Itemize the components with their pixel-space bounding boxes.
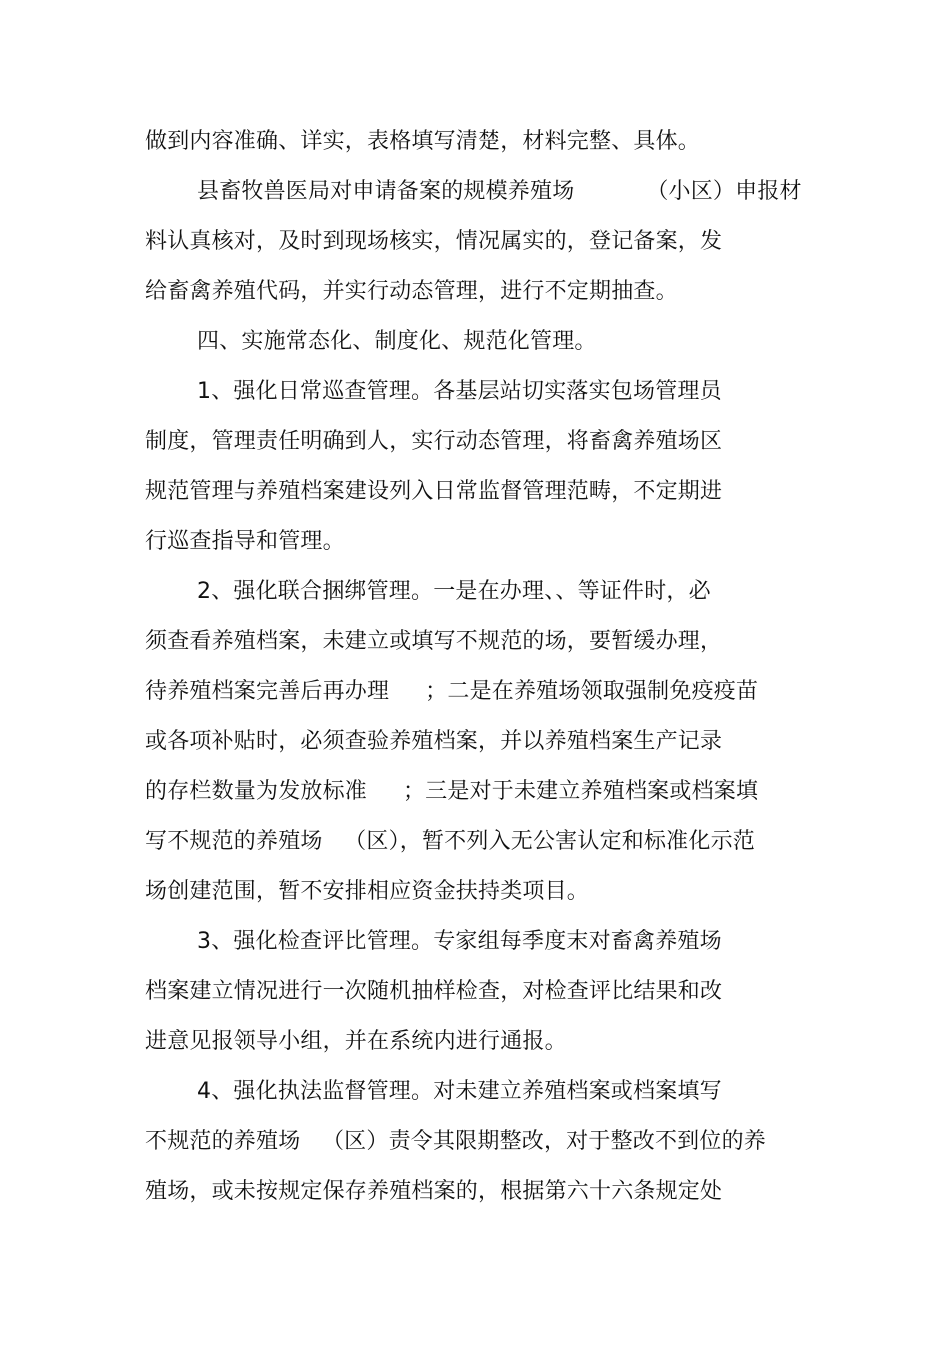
- item-3-line-3: 进意见报领导小组，并在系统内进行通报。: [145, 1029, 567, 1054]
- item-1-line-4: 行巡查指导和管理。: [145, 529, 345, 554]
- item-3-line-1: 3、强化检查评比管理。专家组每季度末对畜禽养殖场: [197, 929, 722, 954]
- item-2-line-3: 待养殖档案完善后再办理 ；二是在养殖场领取强制免疫疫苗: [145, 679, 759, 704]
- text-line-2: 县畜牧兽医局对申请备案的规模养殖场 （小区）申报材: [197, 179, 802, 204]
- item-3-line-2: 档案建立情况进行一次随机抽样检查，对检查评比结果和改: [145, 979, 723, 1004]
- item-1-line-2: 制度，管理责任明确到人，实行动态管理，将畜禽养殖场区: [145, 429, 723, 454]
- item-2-line-4: 或各项补贴时，必须查验养殖档案，并以养殖档案生产记录: [145, 729, 723, 754]
- item-4-line-3: 殖场，或未按规定保存养殖档案的，根据第六十六条规定处: [145, 1179, 723, 1204]
- item-1-line-3: 规范管理与养殖档案建设列入日常监督管理范畴，不定期进: [145, 479, 723, 504]
- item-4-line-1: 4、强化执法监督管理。对未建立养殖档案或档案填写: [197, 1079, 722, 1104]
- item-1-line-1: 1、强化日常巡查管理。各基层站切实落实包场管理员: [197, 379, 722, 404]
- text-line-4: 给畜禽养殖代码，并实行动态管理，进行不定期抽查。: [145, 279, 678, 304]
- section-heading-4: 四、实施常态化、制度化、规范化管理。: [197, 329, 597, 354]
- item-2-line-5: 的存栏数量为发放标准 ；三是对于未建立养殖档案或档案填: [145, 779, 759, 804]
- item-2-line-1: 2、强化联合捆绑管理。一是在办理、、等证件时，必: [197, 579, 711, 604]
- text-line-3: 料认真核对，及时到现场核实，情况属实的，登记备案，发: [145, 229, 723, 254]
- text-line-1: 做到内容准确、详实，表格填写清楚，材料完整、具体。: [145, 129, 701, 154]
- item-2-line-7: 场创建范围，暂不安排相应资金扶持类项目。: [145, 879, 590, 904]
- item-4-line-2: 不规范的养殖场 （区）责令其限期整改，对于整改不到位的养: [145, 1129, 766, 1154]
- item-2-line-2: 须查看养殖档案，未建立或填写不规范的场，要暂缓办理，: [145, 629, 723, 654]
- item-2-line-6: 写不规范的养殖场 （区），暂不列入无公害认定和标准化示范: [145, 829, 755, 854]
